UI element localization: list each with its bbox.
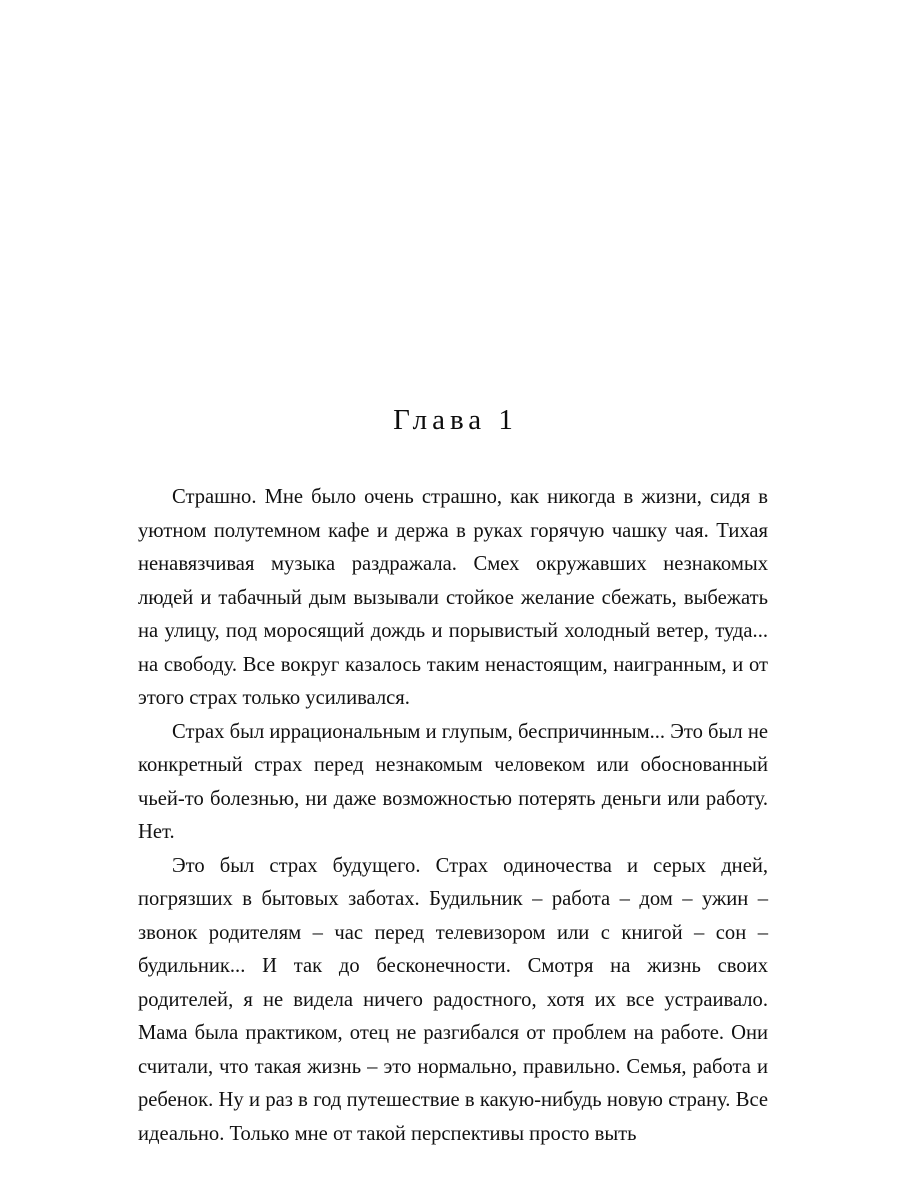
paragraph: Страшно. Мне было очень страшно, как никогда в жизни, сидя в уютном полутемном кафе и держа в руках горячую чашку чая. Тихая ненавязчивая музыка раздражала. Смех окружавших незнакомых людей и табачный дым вызывали стойкое желание сбежать, выбежать на улицу, под моросящий дождь и порывистый холодный ветер, туда... на свободу. Все вокруг казалось таким ненастоящим, наигранным, и от этого страх только усиливался.	[138, 486, 768, 709]
paragraph: Страх был иррациональным и глупым, беспричинным... Это был не конкретный страх перед незнакомым человеком или обоснованный чьей-то болезнью, ни даже возможностью потерять деньги или работу. Нет.	[138, 720, 768, 843]
chapter-title: Глава 1	[393, 404, 518, 436]
paragraph: Это был страх будущего. Страх одиночества и серых дней, погрязших в бытовых заботах. Будильник – работа – дом – ужин – звонок родителям – час перед телевизором или с книгой – сон – будильник... И так до бесконечности. Смотря на жизнь своих родителей, я не видела ничего радостного, хотя их все устраивало. Мама была практиком, отец не разгибался от проблем на работе. Они считали, что такая жизнь – это нормально, правильно. Семья, работа и ребенок. Ну и раз в год путешествие в какую-нибудь новую страну. Все идеально. Только мне от такой перспективы просто выть	[138, 854, 768, 1145]
body-text	[138, 481, 768, 1151]
page-content	[138, 404, 768, 1151]
